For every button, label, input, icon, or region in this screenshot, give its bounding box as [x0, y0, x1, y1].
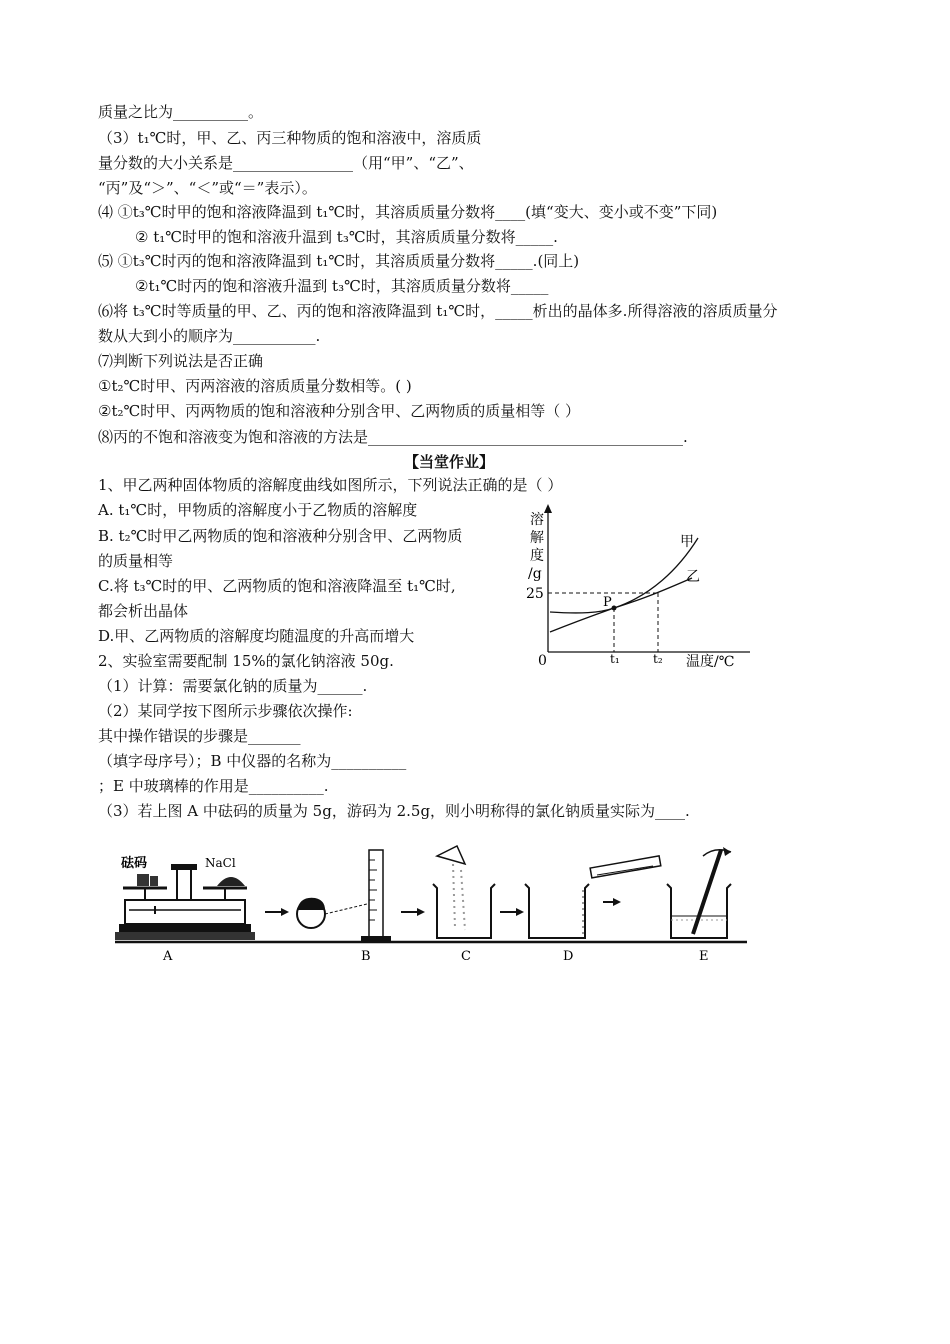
q2-wrong-step: 其中操作错误的步骤是_______: [98, 727, 301, 745]
arrow-3: [500, 908, 524, 916]
q2-part1: （1）计算：需要氯化钠的质量为______.: [98, 677, 368, 695]
step-label-b: B: [361, 949, 371, 964]
point-p: [612, 606, 617, 611]
text-line: 数从大到小的顺序为___________.: [98, 327, 321, 345]
beaker-e: [667, 847, 731, 938]
option-a: A. t₁℃时，甲物质的溶解度小于乙物质的溶解度: [98, 501, 418, 519]
ylabel-3: 度: [530, 548, 544, 564]
text-line: ②t₁℃时丙的饱和溶液升温到 t₃℃时，其溶质质量分数将_____: [135, 277, 549, 295]
xlabel: 温度/℃: [686, 654, 735, 670]
arrow-1: [265, 908, 289, 916]
text-line: ②t₂℃时甲、丙两物质的饱和溶液种分别含甲、乙两物质的质量相等（ ）: [98, 402, 581, 420]
text-line: ⑻丙的不饱和溶液变为饱和溶液的方法是__________________________________________.: [98, 428, 688, 446]
graduated-cylinder: [361, 850, 391, 941]
text-line: “丙”及“＞”、“＜”或“＝”表示）。: [98, 179, 317, 197]
text-line: ⑸ ①t₃℃时丙的饱和溶液降温到 t₁℃时，其溶质质量分数将_____.(同上): [98, 252, 580, 270]
option-c: C.将 t₃℃时的甲、乙两物质的饱和溶液降温至 t₁℃时,: [98, 577, 456, 595]
observer-head: [297, 898, 367, 928]
section-title: 【当堂作业】: [404, 453, 495, 471]
apparatus-diagram: [105, 830, 755, 970]
text-line: ⑹将 t₃℃时等质量的甲、乙、丙的饱和溶液降温到 t₁℃时，_____析出的晶体多.所得溶液的溶质质量分: [98, 302, 778, 320]
step-label-d: D: [563, 949, 574, 964]
q2-part3: （3）若上图 A 中砝码的质量为 5g，游码为 2.5g，则小明称得的氯化钠质量实际为____.: [98, 802, 690, 820]
step-label-c: C: [461, 949, 471, 964]
text-line: ② t₁℃时甲的饱和溶液升温到 t₃℃时，其溶质质量分数将_____.: [135, 228, 558, 246]
text-line: 量分数的大小关系是________________（用“甲”、“乙”、: [98, 154, 474, 172]
step-label-e: E: [699, 949, 709, 964]
text-line: 质量之比为__________。: [98, 103, 264, 121]
option-c-cont: 都会析出晶体: [98, 602, 189, 620]
balance: [115, 855, 255, 940]
text-line: （3）t₁℃时，甲、乙、丙三种物质的饱和溶液中，溶质质: [98, 129, 482, 147]
text-line: ①t₂℃时甲、丙两溶液的溶质质量分数相等。( ): [98, 377, 412, 395]
salt-label: NaCl: [205, 856, 236, 870]
option-b-cont: 的质量相等: [98, 552, 174, 570]
x-tick-t1: t₁: [610, 652, 620, 666]
label-jia: 甲: [680, 534, 694, 550]
ylabel-4: /g: [528, 566, 542, 582]
option-d: D.甲、乙两物质的溶解度均随温度的升高而增大: [98, 627, 415, 645]
option-b: B. t₂℃时甲乙两物质的饱和溶液种分别含甲、乙两物质: [98, 527, 463, 545]
step-label-a: A: [163, 949, 173, 964]
beaker-d: [525, 856, 661, 938]
y-axis-arrow: [544, 504, 552, 513]
question-1: 1、甲乙两种固体物质的溶解度曲线如图所示，下列说法正确的是（ ）: [98, 476, 563, 494]
origin-label: 0: [538, 653, 547, 669]
y-tick-25: 25: [526, 586, 544, 602]
weight-label: 砝码: [121, 856, 148, 871]
ylabel-1: 溶: [530, 512, 544, 528]
x-tick-t2: t₂: [653, 652, 663, 666]
ylabel-2: 解: [530, 530, 544, 546]
q2-instrument: （填字母序号）；B 中仪器的名称为__________: [98, 752, 407, 770]
arrow-2: [401, 908, 425, 916]
arrow-4: [603, 898, 621, 906]
point-p-label: P: [603, 595, 612, 610]
curve-jia: [550, 538, 698, 613]
solubility-graph: [500, 500, 760, 670]
q2-glass-rod: ；E 中玻璃棒的作用是__________.: [98, 777, 329, 795]
beaker-c: [433, 846, 495, 938]
label-yi: 乙: [686, 569, 700, 585]
question-2: 2、实验室需要配制 15%的氯化钠溶液 50g.: [98, 652, 394, 670]
q2-part2: （2）某同学按下图所示步骤依次操作:: [98, 702, 353, 720]
text-line: ⑷ ①t₃℃时甲的饱和溶液降温到 t₁℃时，其溶质质量分数将____(填“变大、变小或不变”下同): [98, 203, 718, 221]
text-line: ⑺判断下列说法是否正确: [98, 352, 264, 370]
